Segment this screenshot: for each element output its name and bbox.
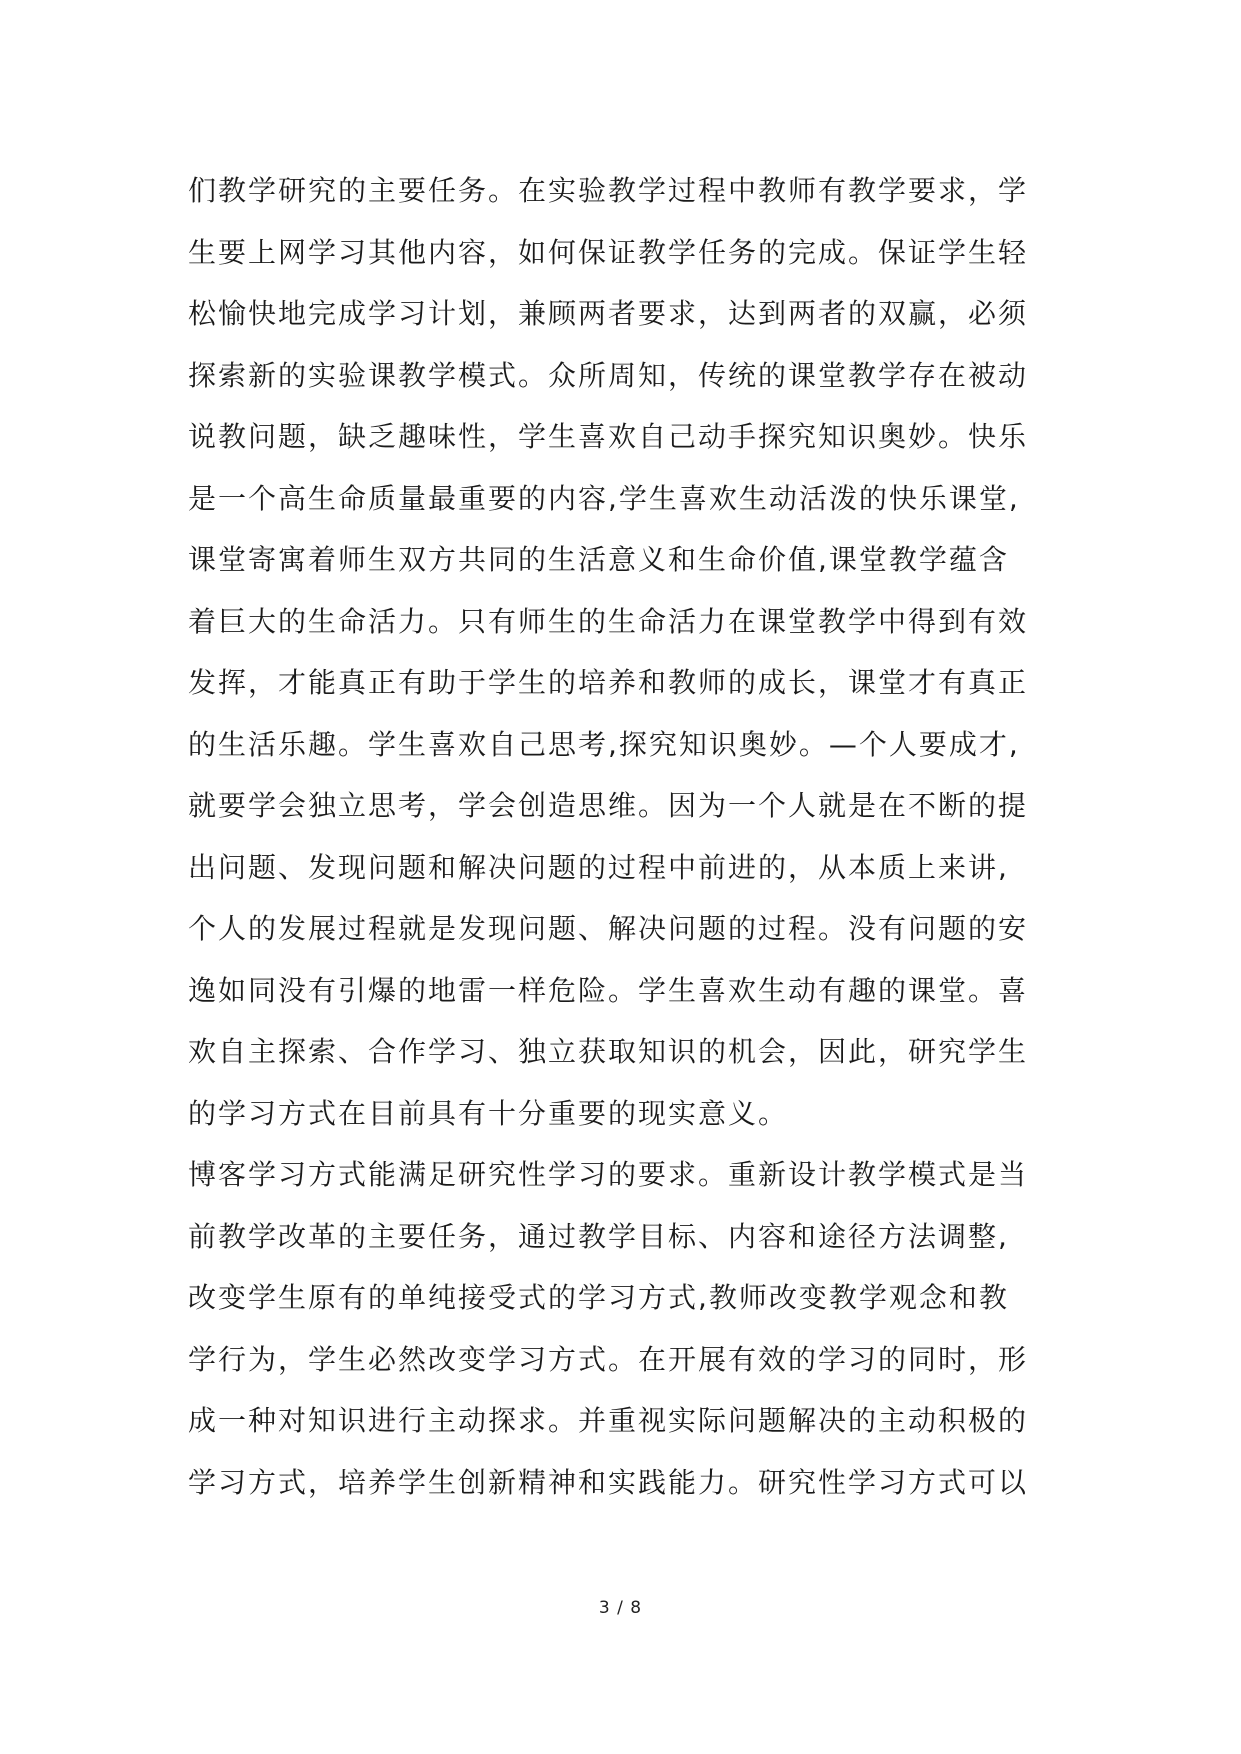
text-line: 前教学改革的主要任务，通过教学目标、内容和途径方法调整, bbox=[188, 1219, 1009, 1253]
text-line: 的生活乐趣。学生喜欢自己思考,探究知识奥妙。—个人要成才, bbox=[188, 727, 1020, 761]
text-line: 着巨大的生命活力。只有师生的生命活力在课堂教学中得到有效 bbox=[188, 604, 1029, 638]
text-line: 就要学会独立思考，学会创造思维。因为一个人就是在不断的提 bbox=[188, 789, 1029, 822]
text-line: 博客学习方式能满足研究性学习的要求。重新设计教学模式是当 bbox=[188, 1158, 1029, 1191]
text-line: 说教问题，缺乏趣味性，学生喜欢自己动手探究知识奥妙。快乐 bbox=[188, 420, 1029, 453]
paragraph-1 bbox=[188, 160, 1058, 1144]
text-line: 们教学研究的主要任务。在实验教学过程中教师有教学要求，学 bbox=[188, 174, 1029, 207]
text-line: 松愉快地完成学习计划，兼顾两者要求，达到两者的双赢，必须 bbox=[188, 297, 1029, 330]
text-line: 课堂寄寓着师生双方共同的生活意义和生命价值,课堂教学蕴含 bbox=[188, 543, 1009, 576]
text-line: 欢自主探索、合作学习、独立获取知识的机会，因此，研究学生 bbox=[188, 1035, 1029, 1068]
document-body bbox=[188, 160, 1058, 1513]
text-line: 探索新的实验课教学模式。众所周知，传统的课堂教学存在被动 bbox=[188, 358, 1029, 392]
text-line: 逸如同没有引爆的地雷一样危险。学生喜欢生动有趣的课堂。喜 bbox=[188, 973, 1029, 1007]
text-line: 成一种对知识进行主动探求。并重视实际问题解决的主动积极的 bbox=[188, 1404, 1029, 1437]
text-line: 个人的发展过程就是发现问题、解决问题的过程。没有问题的安 bbox=[188, 912, 1029, 945]
paragraph-2 bbox=[188, 1144, 1058, 1513]
text-line: 生要上网学习其他内容，如何保证教学任务的完成。保证学生轻 bbox=[188, 235, 1029, 269]
text-line: 是一个高生命质量最重要的内容,学生喜欢生动活泼的快乐课堂, bbox=[188, 481, 1020, 515]
text-line: 改变学生原有的单纯接受式的学习方式,教师改变教学观念和教 bbox=[188, 1281, 1009, 1314]
text-line: 出问题、发现问题和解决问题的过程中前进的，从本质上来讲, bbox=[188, 850, 1009, 884]
text-line: 的学习方式在目前具有十分重要的现实意义。 bbox=[188, 1096, 789, 1130]
text-line: 发挥，才能真正有助于学生的培养和教师的成长，课堂才有真正 bbox=[188, 666, 1029, 699]
text-line: 学行为，学生必然改变学习方式。在开展有效的学习的同时，形 bbox=[188, 1342, 1029, 1376]
page-number: 3 / 8 bbox=[598, 1598, 643, 1618]
text-line: 学习方式，培养学生创新精神和实践能力。研究性学习方式可以 bbox=[188, 1465, 1029, 1499]
